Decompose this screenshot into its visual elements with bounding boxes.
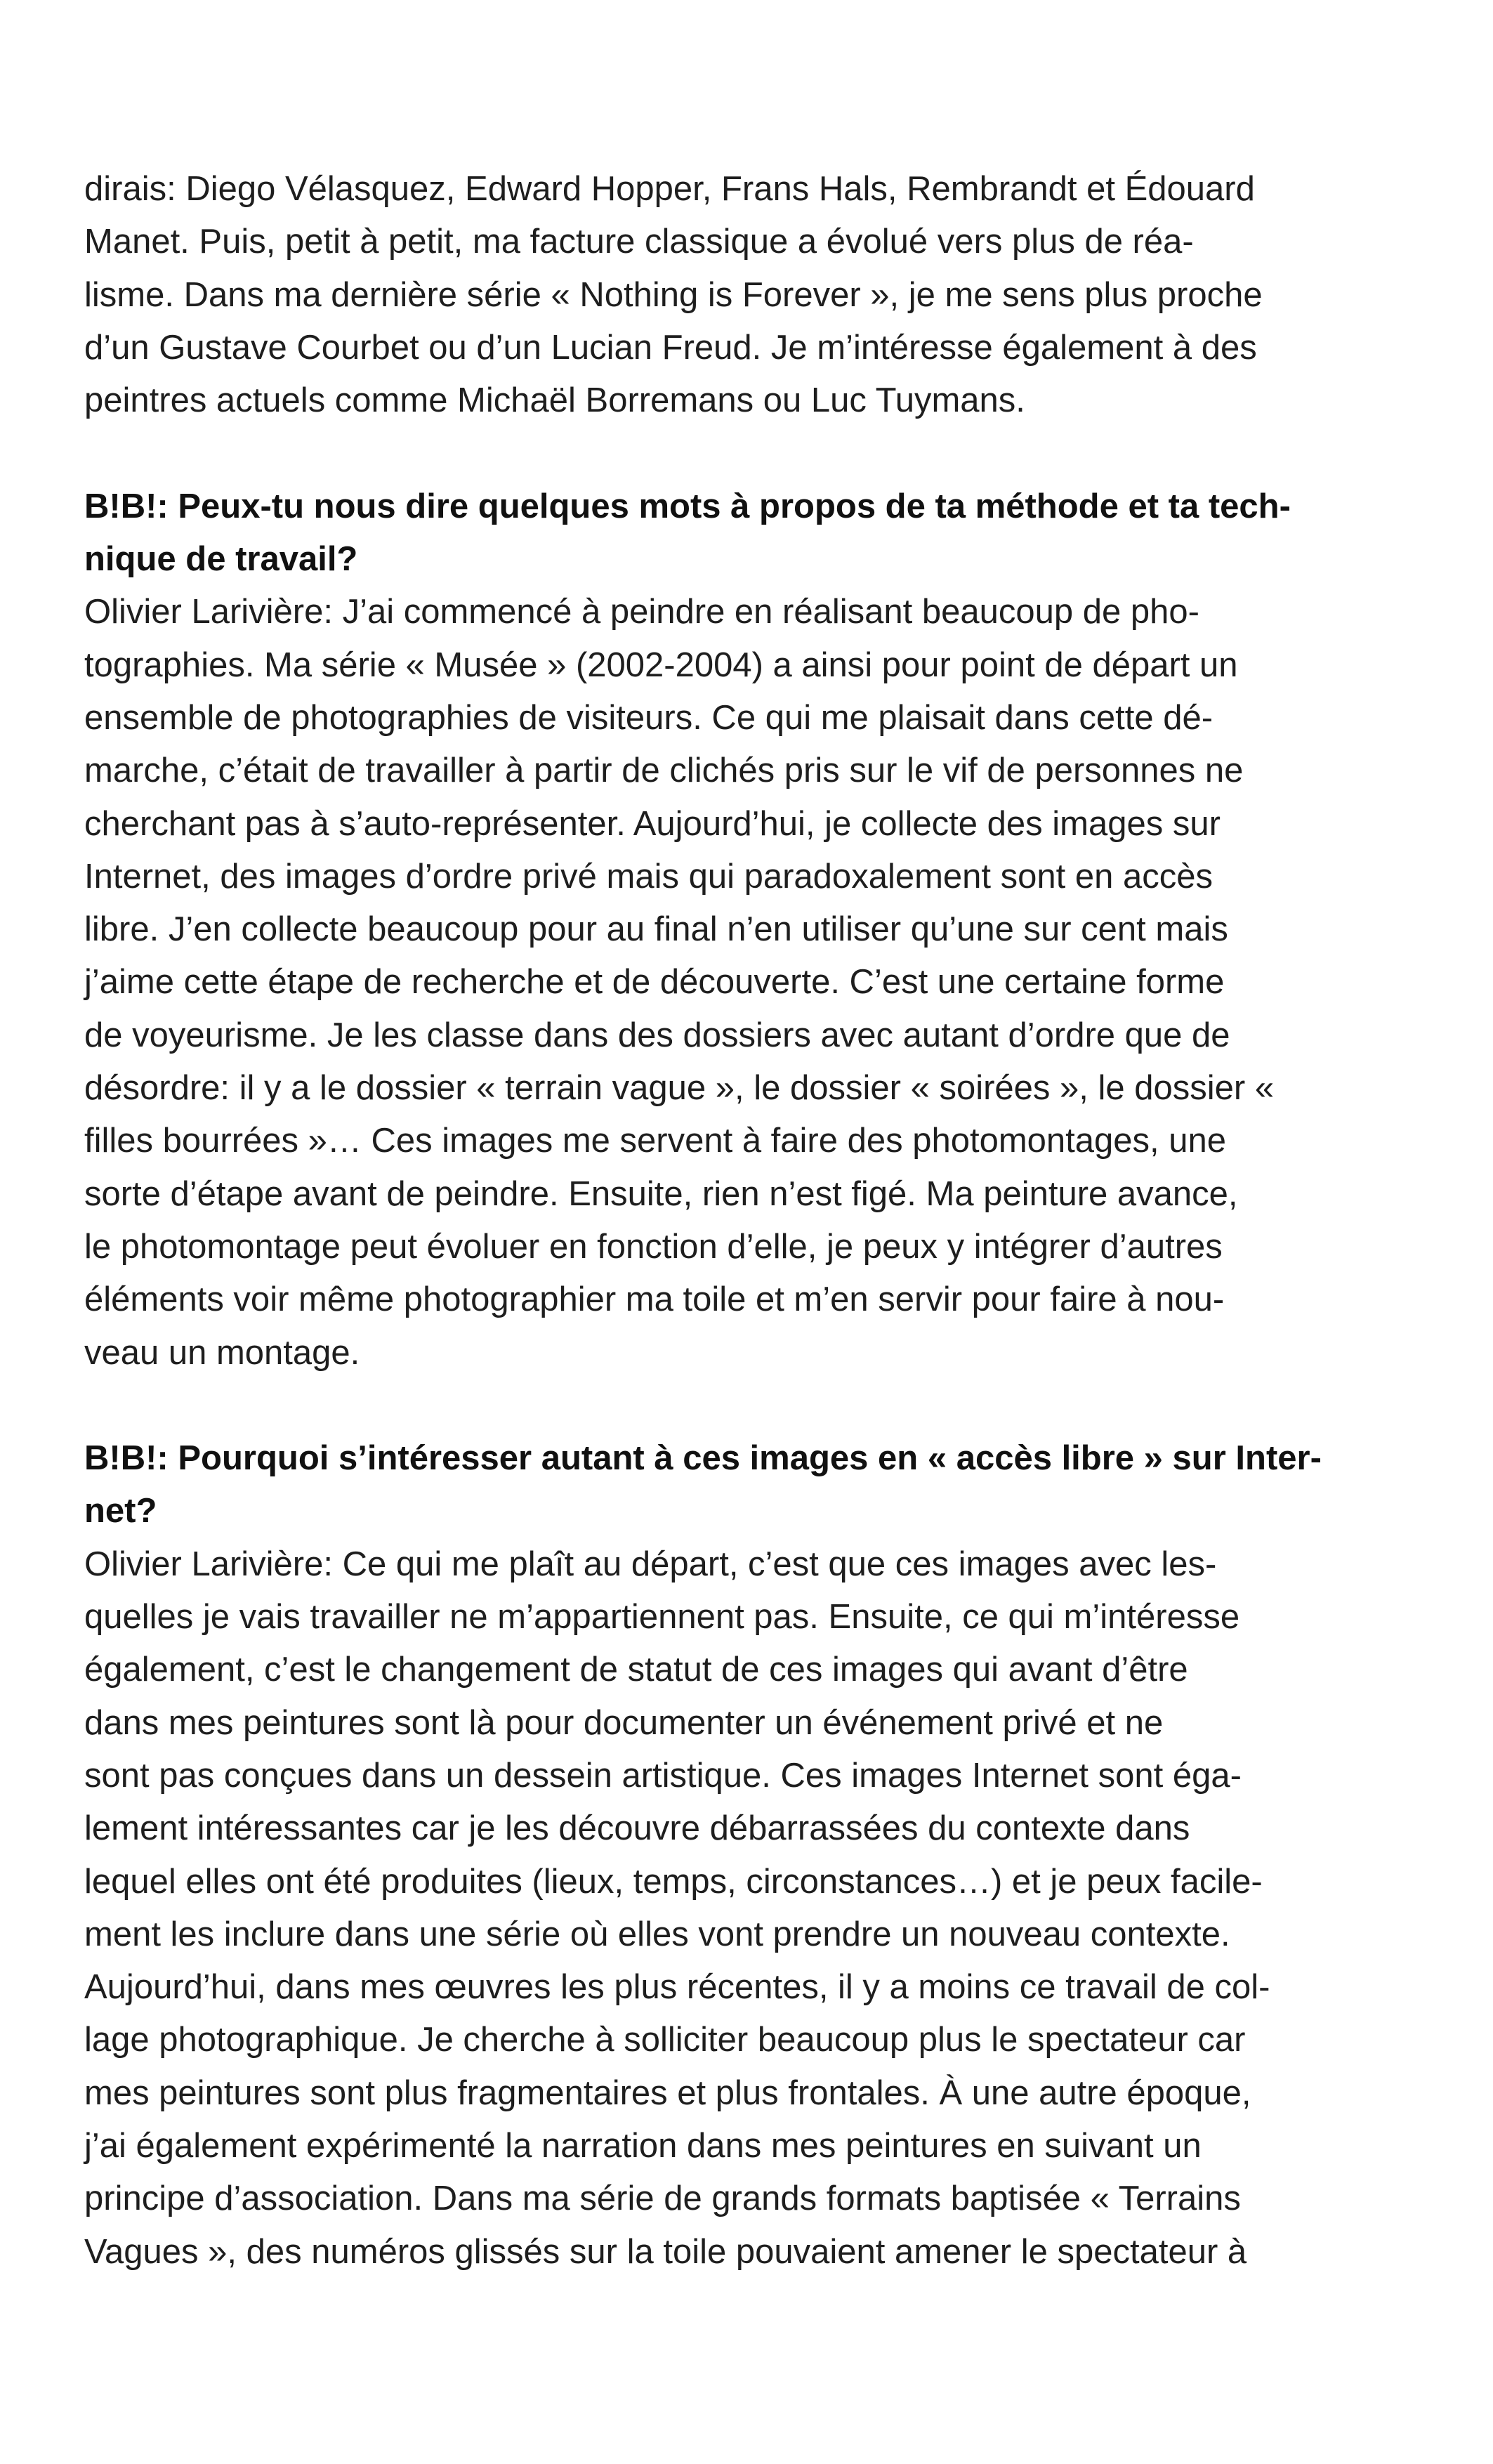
text-line: Vagues », des numéros glissés sur la toile pouvaient amener le spectateur à bbox=[84, 2232, 1247, 2271]
text-line: dans mes peintures sont là pour documenter un événement privé et ne bbox=[84, 1703, 1164, 1742]
paragraph-spacer bbox=[84, 427, 1419, 480]
text-line: de voyeurisme. Je les classe dans des dossiers avec autant d’ordre que de bbox=[84, 1016, 1230, 1054]
text-line: lequel elles ont été produites (lieux, temps, circonstances…) et je peux facile- bbox=[84, 1862, 1263, 1901]
intro-paragraph bbox=[84, 163, 1419, 427]
question-line: B!B!: Pourquoi s’intéresser autant à ces images en « accès libre » sur Inter- bbox=[84, 1439, 1322, 1478]
text-line: d’un Gustave Courbet ou d’un Lucian Freud. Je m’intéresse également à des bbox=[84, 328, 1257, 367]
text-line: désordre: il y a le dossier « terrain vague », le dossier « soirées », le dossier « bbox=[84, 1069, 1275, 1108]
document-page bbox=[84, 163, 1419, 2279]
interview-answer-2 bbox=[84, 1538, 1419, 2279]
text-line: ment les inclure dans une série où elles vont prendre un nouveau contexte. bbox=[84, 1915, 1230, 1953]
text-line: lage photographique. Je cherche à solliciter beaucoup plus le spectateur car bbox=[84, 2021, 1246, 2059]
text-line: Olivier Larivière: J’ai commencé à peindre en réalisant beaucoup de pho- bbox=[84, 593, 1199, 631]
text-line: également, c’est le changement de statut de ces images qui avant d’être bbox=[84, 1651, 1188, 1689]
question-line: net? bbox=[84, 1492, 157, 1531]
text-line: veau un montage. bbox=[84, 1333, 360, 1372]
text-line: Manet. Puis, petit à petit, ma facture classique a évolué vers plus de réa- bbox=[84, 223, 1194, 261]
text-line: sorte d’étape avant de peindre. Ensuite, rien n’est figé. Ma peinture avance, bbox=[84, 1174, 1238, 1213]
text-line: principe d’association. Dans ma série de grands formats baptisée « Terrains bbox=[84, 2180, 1241, 2218]
text-line: peintres actuels comme Michaël Borremans ou Luc Tuymans. bbox=[84, 381, 1025, 420]
text-line: dirais: Diego Vélasquez, Edward Hopper, Frans Hals, Rembrandt et Édouard bbox=[84, 170, 1255, 208]
text-line: lisme. Dans ma dernière série « Nothing is Forever », je me sens plus proche bbox=[84, 275, 1263, 314]
interview-question-1 bbox=[84, 480, 1419, 586]
text-line: j’ai également expérimenté la narration dans mes peintures en suivant un bbox=[84, 2126, 1202, 2165]
text-line: éléments voir même photographier ma toile et m’en servir pour faire à nou- bbox=[84, 1280, 1225, 1319]
text-line: Olivier Larivière: Ce qui me plaît au départ, c’est que ces images avec les- bbox=[84, 1545, 1217, 1583]
text-line: cherchant pas à s’auto-représenter. Aujourd’hui, je collecte des images sur bbox=[84, 804, 1221, 843]
text-line: Internet, des images d’ordre privé mais qui paradoxalement sont en accès bbox=[84, 857, 1213, 896]
text-line: marche, c’était de travailler à partir de clichés pris sur le vif de personnes ne bbox=[84, 752, 1244, 790]
text-line: j’aime cette étape de recherche et de découverte. C’est une certaine forme bbox=[84, 963, 1225, 1002]
question-line: B!B!: Peux-tu nous dire quelques mots à propos de ta méthode et ta tech- bbox=[84, 487, 1291, 525]
text-line: lement intéressantes car je les découvre débarrassées du contexte dans bbox=[84, 1809, 1190, 1848]
text-line: filles bourrées »… Ces images me servent à faire des photomontages, une bbox=[84, 1122, 1227, 1160]
text-line: sont pas conçues dans un dessein artistique. Ces images Internet sont éga- bbox=[84, 1756, 1242, 1795]
text-line: le photomontage peut évoluer en fonction d’elle, je peux y intégrer d’autres bbox=[84, 1227, 1223, 1266]
text-line: mes peintures sont plus fragmentaires et plus frontales. À une autre époque, bbox=[84, 2073, 1251, 2112]
text-line: libre. J’en collecte beaucoup pour au final n’en utiliser qu’une sur cent mais bbox=[84, 910, 1228, 949]
question-line: nique de travail? bbox=[84, 540, 358, 579]
interview-question-2 bbox=[84, 1432, 1419, 1538]
interview-answer-1 bbox=[84, 586, 1419, 1379]
text-line: Aujourd’hui, dans mes œuvres les plus récentes, il y a moins ce travail de col- bbox=[84, 1968, 1270, 2007]
text-line: quelles je vais travailler ne m’appartiennent pas. Ensuite, ce qui m’intéresse bbox=[84, 1598, 1240, 1637]
text-line: ensemble de photographies de visiteurs. Ce qui me plaisait dans cette dé- bbox=[84, 698, 1214, 737]
text-line: tographies. Ma série « Musée » (2002-2004) a ainsi pour point de départ un bbox=[84, 646, 1238, 684]
paragraph-spacer bbox=[84, 1380, 1419, 1432]
